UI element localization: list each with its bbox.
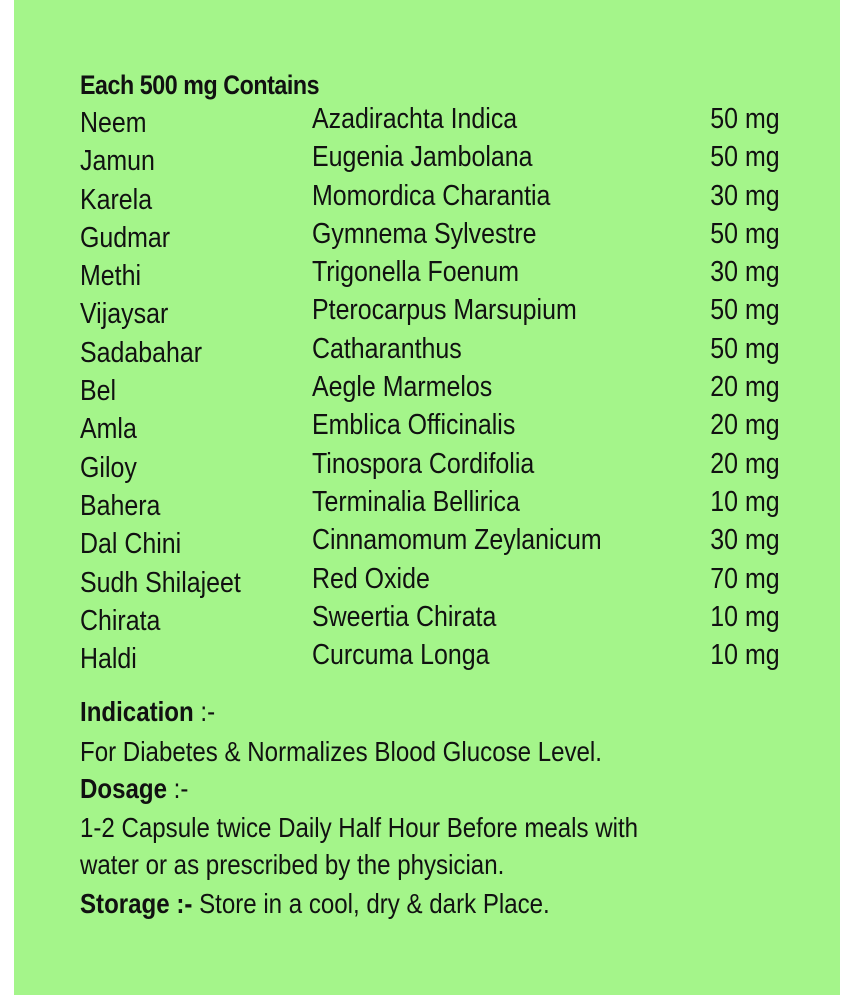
ingredient-dose: 50 mg (710, 103, 780, 135)
ingredient-common-name: Gudmar (80, 221, 171, 254)
indication-separator: :- (193, 696, 216, 727)
ingredient-botanical-name: Tinospora Cordifolia (312, 447, 535, 480)
ingredient-row (80, 295, 780, 333)
composition-heading: Each 500 mg Contains (80, 70, 320, 100)
ingredient-row (80, 602, 780, 640)
ingredient-common-name: Haldi (80, 643, 137, 676)
ingredient-dose: 30 mg (710, 524, 780, 557)
ingredient-common-name: Sadabahar (80, 336, 203, 369)
ingredient-row (80, 334, 780, 372)
ingredient-common-name: Amla (80, 413, 137, 446)
ingredient-dose: 50 mg (710, 217, 780, 250)
ingredient-common-name: Jamun (80, 145, 155, 178)
indication-text: For Diabetes & Normalizes Blood Glucose Level. (80, 736, 602, 767)
ingredient-dose: 20 mg (710, 409, 780, 442)
ingredient-botanical-name: Eugenia Jambolana (312, 141, 533, 174)
dosage-label: Dosage (80, 773, 167, 804)
ingredient-row (80, 181, 780, 219)
dosage-heading (80, 771, 188, 807)
ingredient-dose: 10 mg (710, 639, 780, 672)
dosage-separator: :- (166, 773, 189, 804)
ingredient-botanical-name: Azadirachta Indica (312, 103, 518, 135)
ingredient-botanical-name: Trigonella Foenum (312, 256, 520, 289)
indication-heading (80, 694, 215, 730)
ingredient-botanical-name: Cinnamomum Zeylanicum (312, 524, 602, 557)
ingredient-dose: 20 mg (710, 447, 780, 480)
ingredient-common-name: Bel (80, 375, 117, 408)
indication-label: Indication (80, 696, 194, 727)
ingredient-dose: 50 mg (710, 294, 780, 327)
product-label-panel (14, 0, 840, 995)
ingredient-row (80, 449, 780, 487)
ingredient-row (80, 372, 780, 410)
ingredient-row (80, 219, 780, 257)
ingredient-row (80, 142, 780, 180)
ingredient-common-name: Giloy (80, 451, 137, 484)
ingredient-botanical-name: Sweertia Chirata (312, 600, 497, 633)
ingredient-botanical-name: Aegle Marmelos (312, 371, 493, 404)
ingredient-botanical-name: Catharanthus (312, 332, 462, 365)
ingredient-dose: 50 mg (710, 332, 780, 365)
ingredient-botanical-name: Red Oxide (312, 562, 430, 595)
ingredient-botanical-name: Terminalia Bellirica (312, 485, 520, 518)
storage-line (80, 886, 550, 922)
storage-text: Store in a cool, dry & dark Place. (192, 888, 550, 919)
ingredient-botanical-name: Momordica Charantia (312, 179, 551, 212)
ingredient-row (80, 487, 780, 525)
ingredient-dose: 30 mg (710, 256, 780, 289)
storage-label: Storage :- (80, 888, 193, 919)
ingredient-row (80, 564, 780, 602)
ingredient-common-name: Chirata (80, 604, 161, 637)
ingredient-row (80, 257, 780, 295)
ingredient-row (80, 410, 780, 448)
ingredient-common-name: Dal Chini (80, 528, 182, 561)
ingredient-dose: 70 mg (710, 562, 780, 595)
dosage-text-line-1: 1-2 Capsule twice Daily Half Hour Before meals with (80, 812, 639, 843)
ingredient-row (80, 104, 780, 142)
ingredient-dose: 10 mg (710, 600, 780, 633)
ingredient-dose: 30 mg (710, 179, 780, 212)
dosage-text-line-2: water or as prescribed by the physician. (80, 849, 505, 880)
ingredient-dose: 20 mg (710, 371, 780, 404)
ingredient-common-name: Vijaysar (80, 298, 169, 331)
ingredient-botanical-name: Pterocarpus Marsupium (312, 294, 577, 327)
ingredient-common-name: Sudh Shilajeet (80, 566, 241, 599)
ingredient-botanical-name: Curcuma Longa (312, 639, 490, 672)
ingredient-botanical-name: Emblica Officinalis (312, 409, 516, 442)
ingredient-botanical-name: Gymnema Sylvestre (312, 217, 537, 250)
ingredient-common-name: Karela (80, 183, 153, 216)
ingredient-common-name: Methi (80, 260, 141, 293)
ingredient-row (80, 525, 780, 563)
ingredient-common-name: Bahera (80, 489, 161, 522)
ingredient-common-name: Neem (80, 107, 147, 139)
ingredient-dose: 10 mg (710, 485, 780, 518)
ingredient-list (80, 104, 780, 678)
ingredient-dose: 50 mg (710, 141, 780, 174)
ingredient-row (80, 640, 780, 678)
